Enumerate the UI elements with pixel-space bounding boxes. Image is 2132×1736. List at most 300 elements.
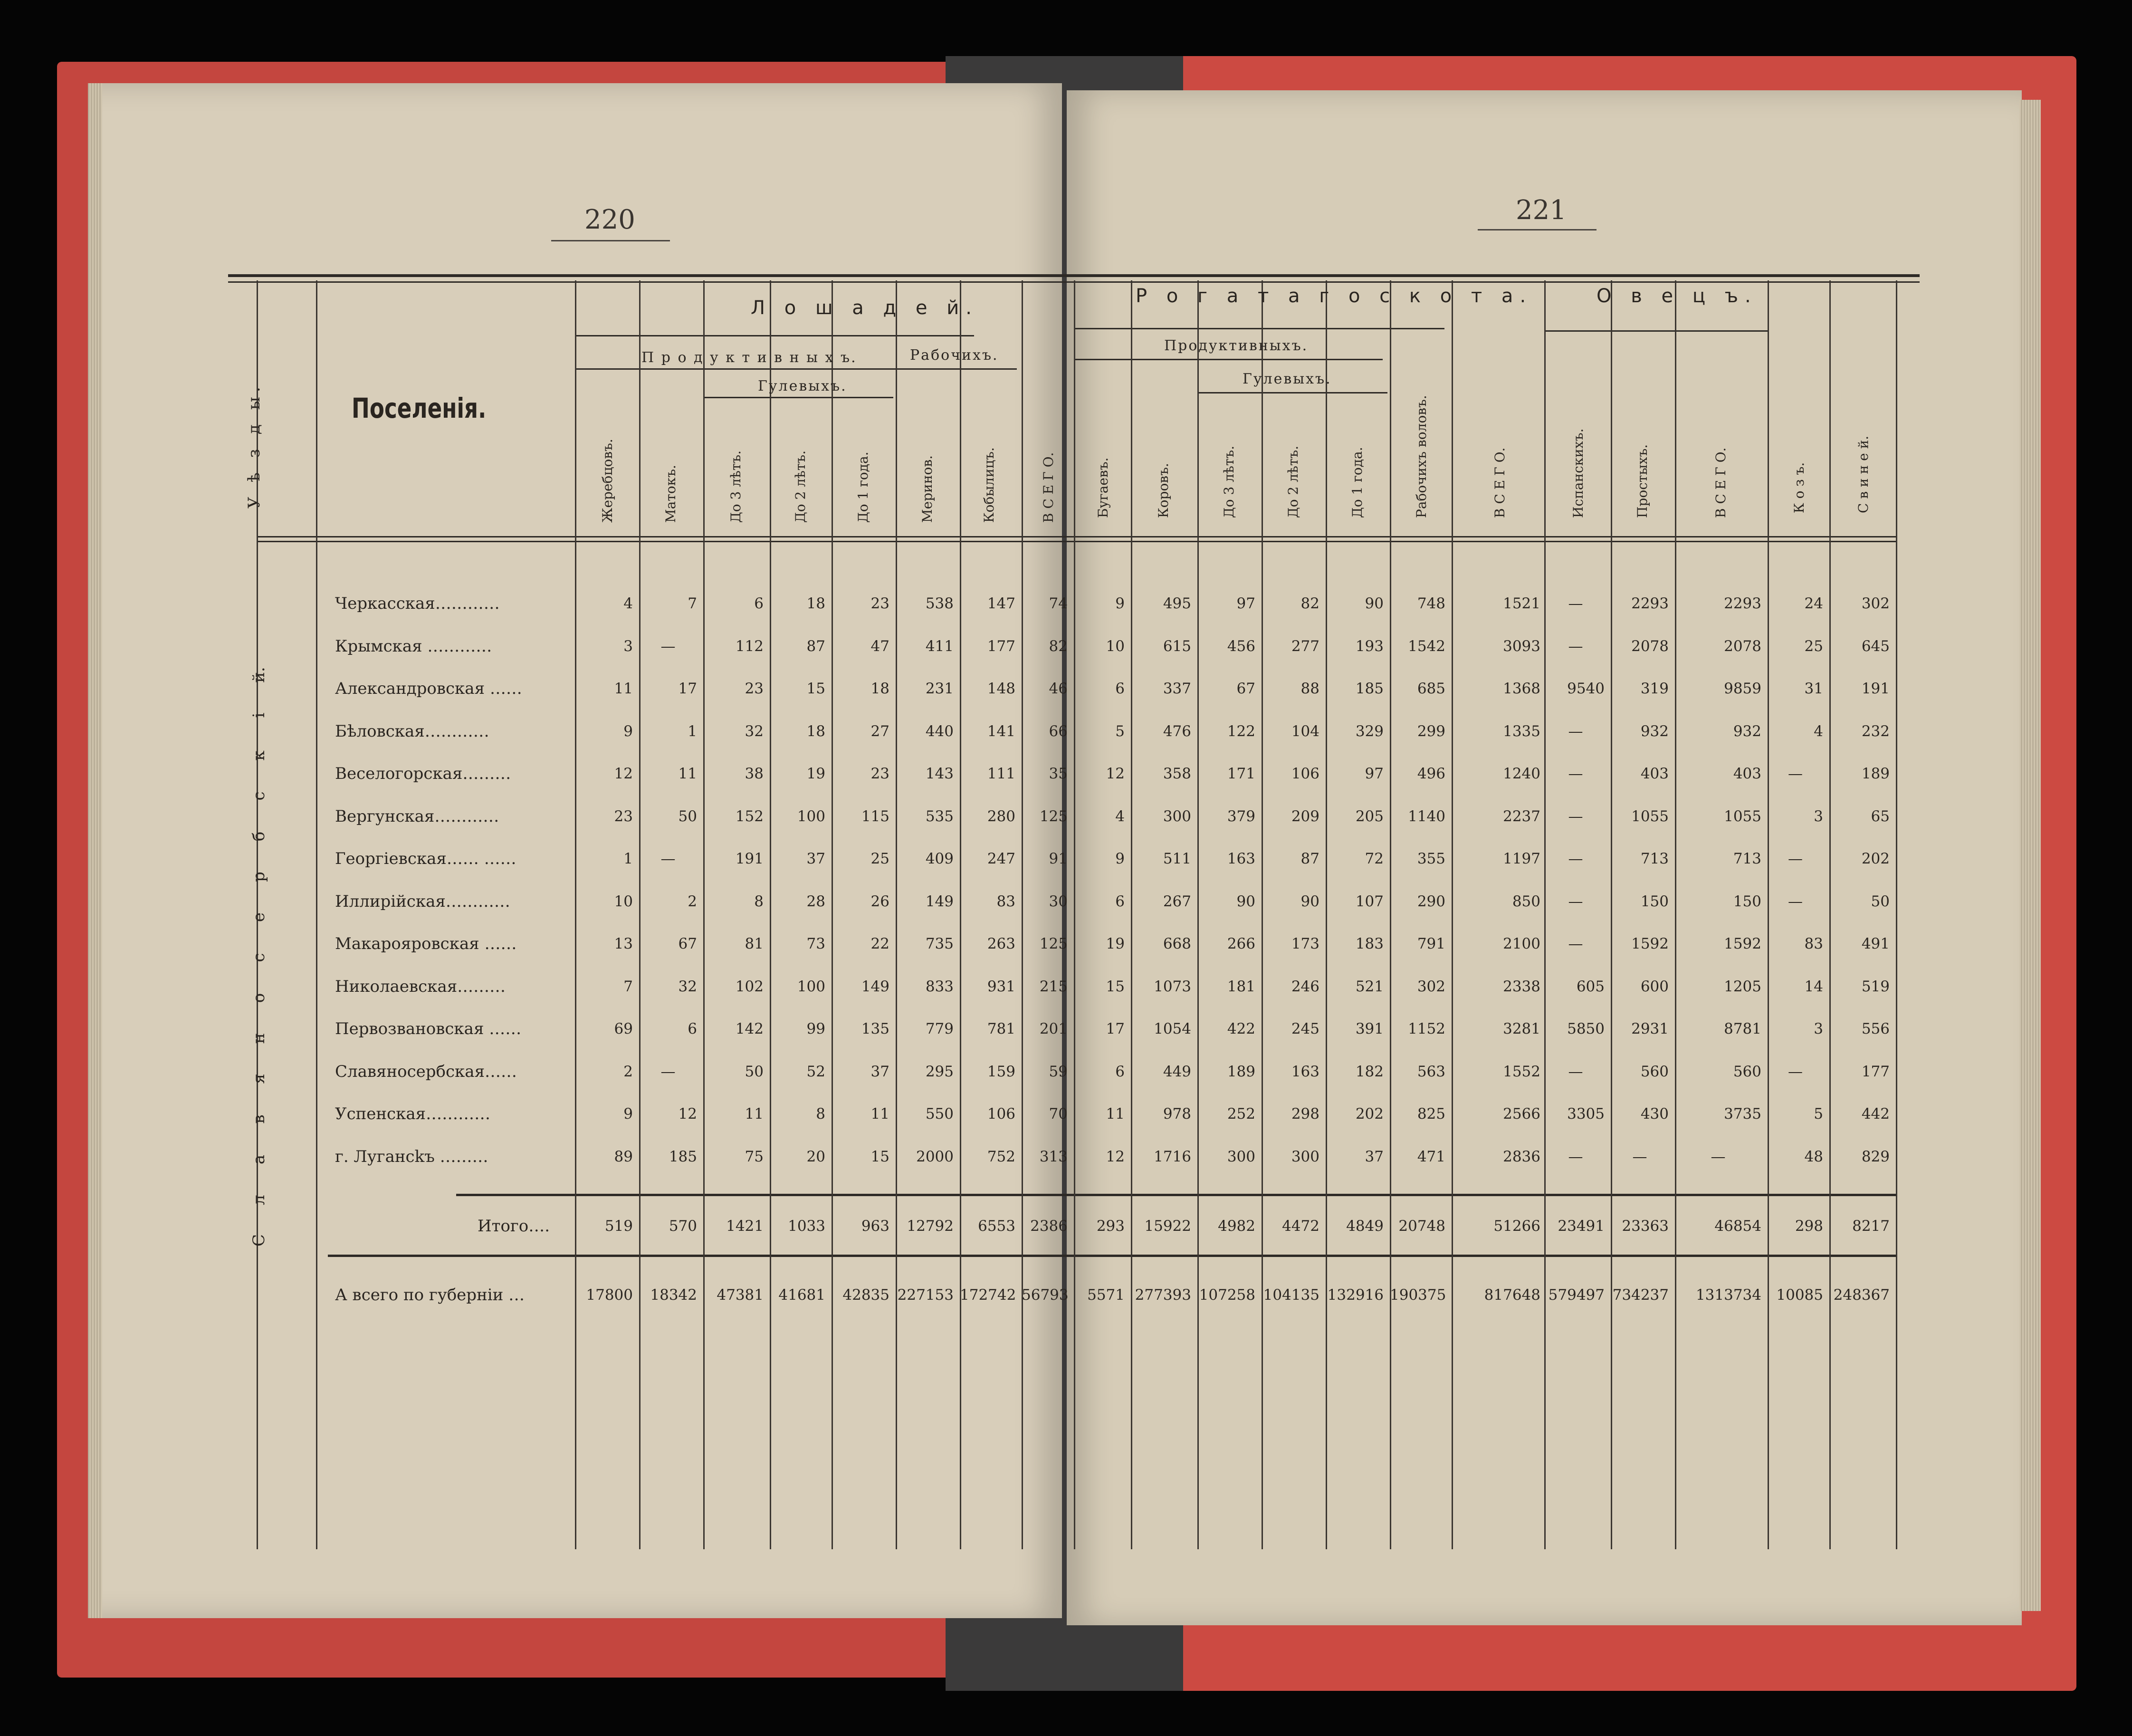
itogo-row-cell: 1421 [726, 1218, 764, 1235]
table-row-cell: 355 [1417, 850, 1445, 867]
table-row-cell: 440 [925, 722, 954, 740]
table-row-cell: — [1788, 850, 1803, 867]
table-row-cell: 9859 [1724, 680, 1761, 697]
table-row-cell: 266 [1227, 935, 1255, 952]
table-row-cell: 290 [1417, 892, 1445, 910]
table-row-cell: 11 [1106, 1105, 1125, 1122]
vsego-row-name: А всего по губерніи … [335, 1285, 525, 1304]
col-header-horses-5: Меринов. [919, 455, 935, 523]
table-row-cell: 560 [1640, 1063, 1669, 1080]
table-row-cell: 205 [1355, 807, 1384, 825]
table-row-cell: 495 [1163, 595, 1191, 612]
table-row-cell: 112 [735, 637, 764, 655]
table-row-cell: 82 [1049, 637, 1068, 655]
uezd-letter: е [249, 912, 268, 922]
table-row-cell: 65 [1871, 807, 1890, 825]
column-divider [1544, 280, 1546, 1549]
table-row-cell: 521 [1355, 978, 1384, 995]
table-row-cell: 791 [1417, 935, 1445, 952]
table-row-cell: 1073 [1154, 978, 1191, 995]
table-row-cell: 563 [1417, 1063, 1445, 1080]
itogo-row-cell: 1033 [788, 1218, 825, 1235]
column-divider [1326, 280, 1327, 1549]
uezd-letter: а [249, 1154, 268, 1165]
table-row-cell: 35 [1049, 765, 1068, 782]
itogo-row-cell: 8217 [1852, 1218, 1890, 1235]
column-divider [1768, 280, 1769, 1549]
table-row-cell: 32 [678, 978, 697, 995]
table-row-cell: 66 [1049, 722, 1068, 740]
table-row-name: Славяносербская…… [335, 1062, 517, 1081]
uezd-letter: с [249, 953, 268, 962]
table-row-cell: 100 [797, 807, 825, 825]
table-row-cell: 193 [1355, 637, 1384, 655]
table-row-cell: 519 [1861, 978, 1890, 995]
vsego-row-cell: 227153 [897, 1286, 954, 1304]
table-row-cell: 978 [1163, 1105, 1191, 1122]
table-row-cell: 1335 [1503, 722, 1540, 740]
uezd-letter: в [249, 1114, 268, 1124]
table-row-name: Вергунская………… [335, 806, 499, 826]
table-row-cell: 5850 [1567, 1020, 1605, 1037]
table-row-cell: 6 [754, 595, 764, 612]
vsego-row-cell: 579497 [1548, 1286, 1605, 1304]
table-row-cell: 779 [925, 1020, 954, 1037]
table-row-cell: 89 [614, 1148, 633, 1165]
table-row-cell: 97 [1236, 595, 1255, 612]
col-header-sheep-0: Испанскихъ. [1570, 428, 1586, 518]
table-row-cell: 202 [1861, 850, 1890, 867]
table-row-cell: 82 [1300, 595, 1319, 612]
table-row-cell: 125 [1039, 807, 1068, 825]
table-row-cell: 17 [678, 680, 697, 697]
table-row-cell: 70 [1049, 1105, 1068, 1122]
table-row-cell: 50 [678, 807, 697, 825]
table-row-cell: 1521 [1503, 595, 1540, 612]
vsego-row-cell: 277393 [1135, 1286, 1191, 1304]
header-ovets: О в е ц ъ. [1597, 285, 1758, 307]
table-row-cell: 2078 [1631, 637, 1669, 655]
table-row-cell: 18 [870, 680, 889, 697]
sheep-group-rule [1544, 330, 1768, 332]
table-row-cell: 1055 [1631, 807, 1669, 825]
table-row-cell: 442 [1861, 1105, 1890, 1122]
table-row-cell: 72 [1365, 850, 1384, 867]
table-row-cell: 1542 [1408, 637, 1445, 655]
table-row-cell: 430 [1640, 1105, 1669, 1122]
col-header-horses-3: До 2 лѣтъ. [793, 450, 808, 523]
table-row-cell: 829 [1861, 1148, 1890, 1165]
table-top-rule [228, 274, 1920, 277]
table-row-cell: 1 [623, 850, 633, 867]
table-row-cell: — [1568, 765, 1583, 782]
table-row-cell: 147 [987, 595, 1015, 612]
itogo-row-cell: 23363 [1622, 1218, 1669, 1235]
table-row-cell: 850 [1512, 892, 1540, 910]
table-row-cell: 22 [870, 935, 889, 952]
table-row-cell: 37 [870, 1063, 889, 1080]
uezd-letter: я [249, 1074, 268, 1084]
table-row-cell: 668 [1163, 935, 1191, 952]
column-divider [1829, 280, 1831, 1549]
itogo-row-cell: 4472 [1282, 1218, 1319, 1235]
table-row-cell: 713 [1640, 850, 1669, 867]
table-row-cell: — [1568, 892, 1583, 910]
table-row-cell: 781 [987, 1020, 1015, 1037]
table-row-cell: 185 [1355, 680, 1384, 697]
table-row-cell: 67 [678, 935, 697, 952]
table-row-cell: — [1568, 637, 1583, 655]
uezd-letter: й. [249, 667, 268, 683]
col-header-horses-2: До 3 лѣтъ. [728, 450, 744, 523]
header-poselenia: Поселенія. [352, 392, 487, 424]
table-row-cell: 52 [806, 1063, 825, 1080]
itogo-top-rule [456, 1194, 1896, 1196]
table-row-cell: 148 [987, 680, 1015, 697]
column-divider [1262, 280, 1263, 1549]
table-row-cell: 23 [870, 765, 889, 782]
table-row-cell: 2 [623, 1063, 633, 1080]
table-row-cell: 26 [870, 892, 889, 910]
table-row-cell: 143 [925, 765, 954, 782]
table-row-cell: 267 [1163, 892, 1191, 910]
table-row-cell: 67 [1236, 680, 1255, 697]
table-row-cell: 9 [623, 1105, 633, 1122]
table-row-cell: 1592 [1631, 935, 1669, 952]
table-row-cell: 115 [861, 807, 889, 825]
table-row-name: Макарояровская …… [335, 934, 517, 953]
page-edges-right [2019, 100, 2041, 1611]
table-row-cell: 74 [1049, 595, 1068, 612]
uezd-letter: к [249, 750, 268, 761]
table-row-cell: 18 [806, 722, 825, 740]
table-row-cell: 163 [1227, 850, 1255, 867]
table-row-name: Первозвановская …… [335, 1019, 522, 1038]
table-row-cell: 2293 [1724, 595, 1761, 612]
table-row-cell: 5 [1115, 722, 1125, 740]
table-row-cell: 189 [1861, 765, 1890, 782]
col-header-cattle-2: До 3 лѣтъ. [1221, 445, 1237, 518]
table-row-cell: — [1632, 1148, 1647, 1165]
table-row-cell: 245 [1291, 1020, 1319, 1037]
table-row-cell: 25 [870, 850, 889, 867]
col-header-sheep-2: В С Е Г О. [1713, 447, 1729, 518]
table-row-cell: 6 [1115, 1063, 1125, 1080]
table-row-cell: 69 [614, 1020, 633, 1037]
table-row-cell: 379 [1227, 807, 1255, 825]
table-row-cell: 247 [987, 850, 1015, 867]
table-row-cell: 28 [806, 892, 825, 910]
table-row-cell: 15 [870, 1148, 889, 1165]
header-rabochikh-horses: Рабочихъ. [910, 347, 999, 364]
table-row-cell: 8 [754, 892, 764, 910]
column-divider [960, 280, 961, 1549]
table-row-cell: 4 [1115, 807, 1125, 825]
table-row-cell: — [660, 1063, 676, 1080]
table-row-cell: 48 [1804, 1148, 1823, 1165]
table-row-cell: 2078 [1724, 637, 1761, 655]
table-row-cell: 403 [1640, 765, 1669, 782]
table-row-cell: 600 [1640, 978, 1669, 995]
table-row-cell: 1140 [1408, 807, 1445, 825]
table-row-cell: 191 [1861, 680, 1890, 697]
table-row-cell: — [1711, 1148, 1726, 1165]
page-edges-left [88, 83, 102, 1618]
table-row-name: Бѣловская………… [335, 721, 489, 741]
horse-gulevykh-rule [703, 397, 893, 398]
table-row-cell: 75 [745, 1148, 764, 1165]
vsego-row-cell: 734237 [1612, 1286, 1669, 1304]
col-header-cattle-4: До 1 года. [1349, 447, 1365, 518]
table-row-cell: 833 [925, 978, 954, 995]
uezd-letter: о [249, 993, 268, 1003]
itogo-row-cell: 298 [1795, 1218, 1823, 1235]
column-divider [703, 280, 705, 1549]
table-row-cell: 1368 [1503, 680, 1540, 697]
table-row-cell: 1592 [1724, 935, 1761, 952]
table-row-cell: 189 [1227, 1063, 1255, 1080]
table-row-cell: 135 [861, 1020, 889, 1037]
table-row-cell: 90 [1300, 892, 1319, 910]
table-row-cell: 2100 [1503, 935, 1540, 952]
uezd-letter: р [249, 872, 268, 882]
column-divider [1611, 280, 1612, 1549]
table-row-cell: 329 [1355, 722, 1384, 740]
itogo-row-cell: 570 [669, 1218, 697, 1235]
table-row-cell: 2836 [1503, 1148, 1540, 1165]
table-row-cell: 411 [925, 637, 954, 655]
table-row-cell: 3305 [1567, 1105, 1605, 1122]
table-row-cell: — [1568, 1148, 1583, 1165]
table-row-cell: 11 [870, 1105, 889, 1122]
table-row-cell: 7 [688, 595, 697, 612]
vsego-row-cell: 18342 [650, 1286, 697, 1304]
page-number-right: 221 [1516, 195, 1567, 226]
itogo-row-cell: 46854 [1714, 1218, 1761, 1235]
table-row-cell: 231 [925, 680, 954, 697]
table-row-cell: 37 [806, 850, 825, 867]
table-row-cell: 605 [1576, 978, 1605, 995]
table-row-cell: 181 [1227, 978, 1255, 995]
table-row-cell: 6 [1115, 892, 1125, 910]
table-row-cell: 931 [987, 978, 1015, 995]
table-row-cell: 456 [1227, 637, 1255, 655]
table-row-cell: 81 [745, 935, 764, 952]
table-row-cell: 15 [1106, 978, 1125, 995]
table-row-cell: 150 [1640, 892, 1669, 910]
column-divider [1197, 280, 1199, 1549]
table-row-cell: 300 [1291, 1148, 1319, 1165]
table-row-cell: 102 [735, 978, 764, 995]
table-row-cell: 173 [1291, 935, 1319, 952]
vsego-row-cell: 104135 [1263, 1286, 1319, 1304]
column-divider [1022, 280, 1023, 1549]
table-row-cell: 358 [1163, 765, 1191, 782]
table-row-cell: 88 [1300, 680, 1319, 697]
uezd-letter: н [249, 1033, 268, 1044]
horse-subgroup-rule [575, 368, 1017, 370]
vsego-row-cell: 190375 [1390, 1286, 1446, 1304]
itogo-row-cell: 4982 [1218, 1218, 1255, 1235]
header-bottom-rule [257, 536, 1896, 537]
vsego-row-cell: 132916 [1327, 1286, 1384, 1304]
table-row-cell: 299 [1417, 722, 1445, 740]
table-row-cell: 163 [1291, 1063, 1319, 1080]
table-row-cell: 209 [1291, 807, 1319, 825]
table-row-cell: 122 [1227, 722, 1255, 740]
table-row-cell: 511 [1163, 850, 1191, 867]
col-header-horses-7: В С Е Г О. [1041, 452, 1056, 523]
itogo-bottom-rule [328, 1255, 1896, 1257]
table-row-cell: 14 [1804, 978, 1823, 995]
table-row-cell: — [1568, 935, 1583, 952]
table-row-cell: 2000 [916, 1148, 954, 1165]
table-row-cell: 159 [987, 1063, 1015, 1080]
table-row-cell: 183 [1355, 935, 1384, 952]
column-divider [832, 280, 833, 1549]
table-row-cell: 47 [870, 637, 889, 655]
table-row-cell: 17 [1106, 1020, 1125, 1037]
table-row-cell: 5 [1814, 1105, 1823, 1122]
table-row-cell: 107 [1355, 892, 1384, 910]
table-row-cell: 23 [614, 807, 633, 825]
table-row-cell: 403 [1733, 765, 1761, 782]
table-row-cell: 2931 [1631, 1020, 1669, 1037]
column-divider [639, 280, 641, 1549]
table-row-cell: — [1788, 765, 1803, 782]
cattle-group-rule [1074, 328, 1444, 329]
table-row-cell: 10 [1106, 637, 1125, 655]
table-row-cell: 91 [1049, 850, 1068, 867]
vsego-row-cell: 17800 [586, 1286, 633, 1304]
table-row-cell: 3 [1814, 807, 1823, 825]
table-row-cell: 30 [1049, 892, 1068, 910]
table-row-cell: 556 [1861, 1020, 1890, 1037]
itogo-row-cell: 2386 [1030, 1218, 1068, 1235]
table-row-cell: 1152 [1408, 1020, 1445, 1037]
table-row-cell: 252 [1227, 1105, 1255, 1122]
col-header-horses-1: Матокъ. [663, 465, 679, 523]
itogo-row-cell: 20748 [1398, 1218, 1445, 1235]
table-row-cell: — [1568, 722, 1583, 740]
table-row-cell: 1 [688, 722, 697, 740]
header-rogatago-skota: Р о г а т а г о с к о т а. [1136, 285, 1533, 307]
table-row-cell: 19 [806, 765, 825, 782]
table-row-cell: 24 [1804, 595, 1823, 612]
table-row-cell: — [1788, 1063, 1803, 1080]
table-row-cell: 6 [1115, 680, 1125, 697]
table-row-cell: 83 [1804, 935, 1823, 952]
table-row-cell: 471 [1417, 1148, 1445, 1165]
table-row-cell: 32 [745, 722, 764, 740]
uezd-letter: С [249, 1234, 268, 1247]
vsego-row-cell: 248367 [1833, 1286, 1890, 1304]
table-row-cell: 25 [1804, 637, 1823, 655]
table-row-cell: 560 [1733, 1063, 1761, 1080]
table-row-cell: 1552 [1503, 1063, 1540, 1080]
table-row-cell: 215 [1039, 978, 1068, 995]
table-row-cell: 149 [925, 892, 954, 910]
col-header-cattle-1: Коровъ. [1156, 463, 1171, 518]
table-row-cell: 1055 [1724, 807, 1761, 825]
vsego-row-cell: 172742 [960, 1286, 1016, 1304]
table-row-cell: — [660, 637, 676, 655]
table-row-cell: 6 [688, 1020, 697, 1037]
header-produktivnykh-cattle: Продуктивныхъ. [1164, 337, 1309, 354]
table-row-cell: 9540 [1567, 680, 1605, 697]
table-row-cell: 31 [1804, 680, 1823, 697]
table-row-cell: 191 [735, 850, 764, 867]
table-row-name: г. Лугансkъ ……… [335, 1147, 488, 1166]
table-row-cell: 263 [987, 935, 1015, 952]
table-row-cell: 8 [816, 1105, 825, 1122]
itogo-row-cell: 51266 [1493, 1218, 1540, 1235]
page-number-left: 220 [584, 204, 635, 235]
table-row-cell: 3 [623, 637, 633, 655]
cattle-subgroup-rule [1074, 359, 1383, 360]
itogo-row-name: Итого…. [478, 1217, 550, 1236]
table-row-cell: 1197 [1503, 850, 1540, 867]
table-row-cell: 83 [996, 892, 1015, 910]
itogo-row-cell: 293 [1096, 1218, 1125, 1235]
table-row-cell: 11 [678, 765, 697, 782]
page-number-underline-left [551, 240, 670, 241]
table-row-cell: 2566 [1503, 1105, 1540, 1122]
column-divider [1390, 280, 1391, 1549]
col-header-cattle-5: Рабочихъ воловъ. [1414, 395, 1429, 518]
table-row-cell: 99 [806, 1020, 825, 1037]
header-gulevykh-cattle: Гулевыхъ. [1243, 371, 1332, 387]
table-row-cell: 280 [987, 807, 1015, 825]
table-row-cell: 4 [623, 595, 633, 612]
table-row-cell: 496 [1417, 765, 1445, 782]
table-row-cell: 27 [870, 722, 889, 740]
table-row-cell: 391 [1355, 1020, 1384, 1037]
horse-group-rule [575, 335, 974, 336]
table-row-cell: 12 [614, 765, 633, 782]
table-row-cell: 142 [735, 1020, 764, 1037]
table-row-cell: 13 [614, 935, 633, 952]
itogo-row-cell: 15922 [1144, 1218, 1191, 1235]
table-row-cell: 535 [925, 807, 954, 825]
table-row-cell: 3093 [1503, 637, 1540, 655]
table-row-cell: 90 [1236, 892, 1255, 910]
uezd-letter: б [249, 831, 268, 842]
table-row-cell: 23 [745, 680, 764, 697]
column-divider [896, 280, 897, 1549]
column-divider [770, 280, 771, 1549]
itogo-row-cell: 4849 [1346, 1218, 1384, 1235]
table-row-cell: 752 [987, 1148, 1015, 1165]
column-divider [1896, 280, 1897, 1549]
vsego-row-cell: 42835 [842, 1286, 889, 1304]
table-row-cell: 615 [1163, 637, 1191, 655]
table-row-cell: 50 [1871, 892, 1890, 910]
table-row-cell: 104 [1291, 722, 1319, 740]
table-row-cell: 152 [735, 807, 764, 825]
column-divider [316, 280, 317, 1549]
table-row-cell: 277 [1291, 637, 1319, 655]
table-row-cell: 7 [623, 978, 633, 995]
table-row-name: Черкасская………… [335, 594, 500, 613]
table-row-cell: 3735 [1724, 1105, 1761, 1122]
table-row-cell: 202 [1355, 1105, 1384, 1122]
table-row-cell: 491 [1861, 935, 1890, 952]
table-row-cell: 550 [925, 1105, 954, 1122]
table-row-cell: 422 [1227, 1020, 1255, 1037]
table-row-cell: 4 [1814, 722, 1823, 740]
table-row-cell: 1054 [1154, 1020, 1191, 1037]
